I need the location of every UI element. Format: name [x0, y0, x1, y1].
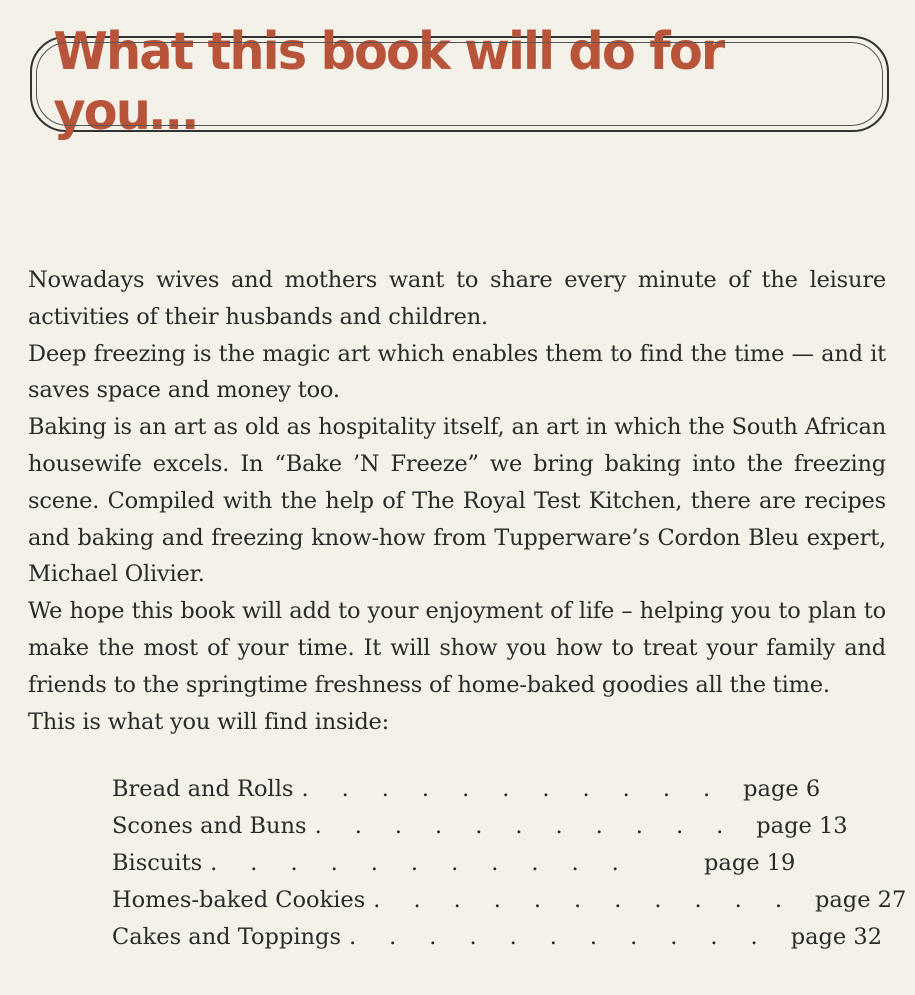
intro-text [28, 262, 886, 740]
dot-leader: ........... [301, 776, 744, 802]
page-title: What this book will do for you… [53, 22, 724, 142]
contents-item [112, 850, 812, 887]
paragraph: We hope this book will add to your enjoyment of life – helping you to plan to make the most of your time. It will show you how to treat your family and friends to the springtime freshness of home-baked goodies all the time. [28, 598, 886, 698]
paragraph: Baking is an art as old as hospitality itself, an art in which the South African housewife excels. In “Bake ’N Freeze” we bring baking into the freezing scene. Compiled with the help of The Royal Test Kitchen, there are recipes and baking and freezing know-how from Tupperware’s Cordon Bleu expert, Michael Olivier. [28, 414, 886, 588]
contents-item-label: Cakes and Toppings [112, 924, 341, 950]
dot-leader: ........... [373, 887, 815, 913]
contents-item [112, 887, 907, 924]
contents-item-label: Biscuits [112, 850, 203, 876]
contents-item-page: page 13 [756, 813, 848, 839]
contents-item-label: Homes-baked Cookies [112, 887, 366, 913]
heading-banner [30, 22, 889, 142]
contents-item-label: Scones and Buns [112, 813, 307, 839]
contents-item-page: page 27 [814, 887, 907, 913]
contents-item-page: page 32 [790, 924, 883, 950]
contents-item [112, 776, 821, 813]
dot-leader: ........... [349, 924, 791, 950]
contents-item [112, 813, 848, 850]
contents-item [112, 924, 883, 961]
dot-leader: ........... [314, 813, 757, 839]
contents-item-label: Bread and Rolls [112, 776, 294, 802]
contents-item-page: page 19 [704, 850, 796, 876]
contents-item-page: page 6 [743, 776, 821, 802]
paragraph: Nowadays wives and mothers want to share every minute of the leisure activities of their husbands and children. [28, 267, 886, 330]
contents-list [112, 776, 907, 961]
contents-intro: This is what you will find inside: [28, 708, 390, 735]
dot-leader: ........... [210, 850, 652, 876]
paragraph: Deep freezing is the magic art which enables them to find the time — and it saves space and money too. [28, 340, 886, 404]
